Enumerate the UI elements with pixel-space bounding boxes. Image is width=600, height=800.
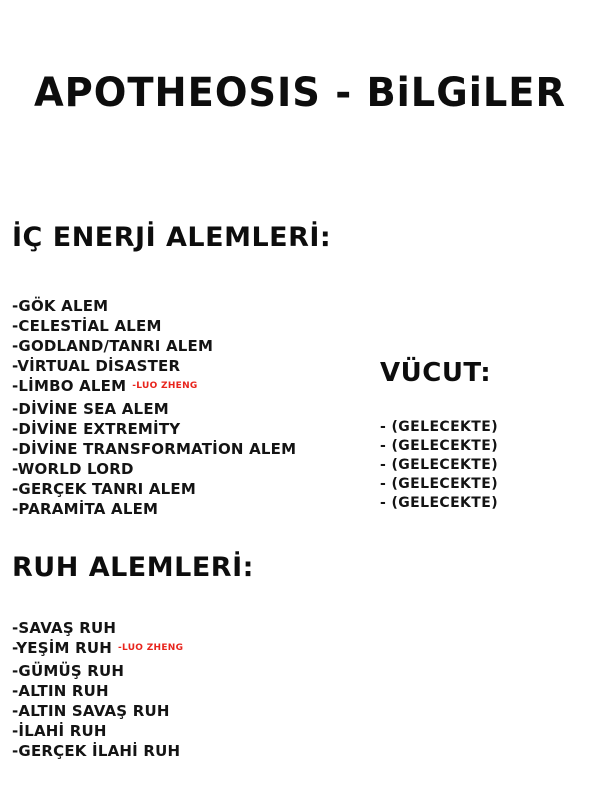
list-item-label: -GERÇEK İLAHİ RUH [12, 742, 181, 760]
list-item-label: - (GELECEKTE) [380, 476, 499, 492]
list-item-label: -GERÇEK TANRI ALEM [12, 480, 196, 498]
list-item-label: - (GELECEKTE) [380, 419, 499, 435]
list-item [12, 479, 296, 499]
list-item-label: -GÜMÜŞ RUH [12, 662, 125, 680]
list-item-label: -PARAMİTA ALEM [12, 500, 159, 518]
list-item [380, 418, 498, 437]
list-item [12, 638, 183, 661]
list-item [380, 456, 498, 475]
list-item-label: -DİVİNE EXTREMİTY [12, 420, 181, 438]
page-title: APOTHEOSIS - BiLGiLER [33, 70, 566, 116]
list-item-label: - (GELECEKTE) [380, 457, 499, 473]
list-item-label: -ALTIN SAVAŞ RUH [12, 702, 170, 720]
body-realm-list [380, 418, 498, 513]
list-item-label: -DİVİNE TRANSFORMATİON ALEM [12, 440, 297, 458]
list-item [12, 376, 296, 399]
list-item [12, 439, 296, 459]
annotation-luo-zheng: -LUO ZHENG [132, 381, 198, 391]
inner-energy-realm-list [12, 296, 296, 519]
list-item [12, 336, 296, 356]
list-item-label: -SAVAŞ RUH [12, 619, 117, 637]
list-item-label: - (GELECEKTE) [380, 438, 499, 454]
list-item-label: -VİRTUAL DİSASTER [12, 357, 181, 375]
list-item [12, 661, 183, 681]
section-heading-soul: RUH ALEMLERİ: [12, 552, 254, 583]
section-heading-inner-energy: İÇ ENERJİ ALEMLERİ: [12, 222, 332, 253]
list-item [12, 681, 183, 701]
list-item-label: -WORLD LORD [12, 460, 134, 478]
list-item [380, 475, 498, 494]
list-item-label: - (GELECEKTE) [380, 495, 499, 511]
soul-realm-list [12, 618, 183, 761]
list-item-label: -GODLAND/TANRI ALEM [12, 337, 214, 355]
list-item [12, 459, 296, 479]
list-item-label: -İLAHİ RUH [12, 722, 107, 740]
list-item [12, 399, 296, 419]
list-item [12, 701, 183, 721]
list-item [12, 419, 296, 439]
list-item-label: -ALTIN RUH [12, 682, 109, 700]
list-item [12, 296, 296, 316]
list-item-label: -LİMBO ALEM [12, 377, 127, 395]
list-item [12, 356, 296, 376]
list-item-label: -YEŞİM RUH [12, 639, 112, 657]
annotation-luo-zheng: -LUO ZHENG [117, 643, 184, 653]
list-item [12, 316, 296, 336]
list-item [380, 437, 498, 456]
list-item-label: -CELESTİAL ALEM [12, 317, 162, 335]
list-item-label: -DİVİNE SEA ALEM [12, 400, 169, 418]
list-item [12, 499, 296, 519]
section-heading-body: VÜCUT: [380, 358, 492, 388]
list-item [12, 741, 183, 761]
list-item [12, 618, 183, 638]
list-item-label: -GÖK ALEM [12, 297, 109, 315]
list-item [12, 721, 183, 741]
list-item [380, 494, 498, 513]
